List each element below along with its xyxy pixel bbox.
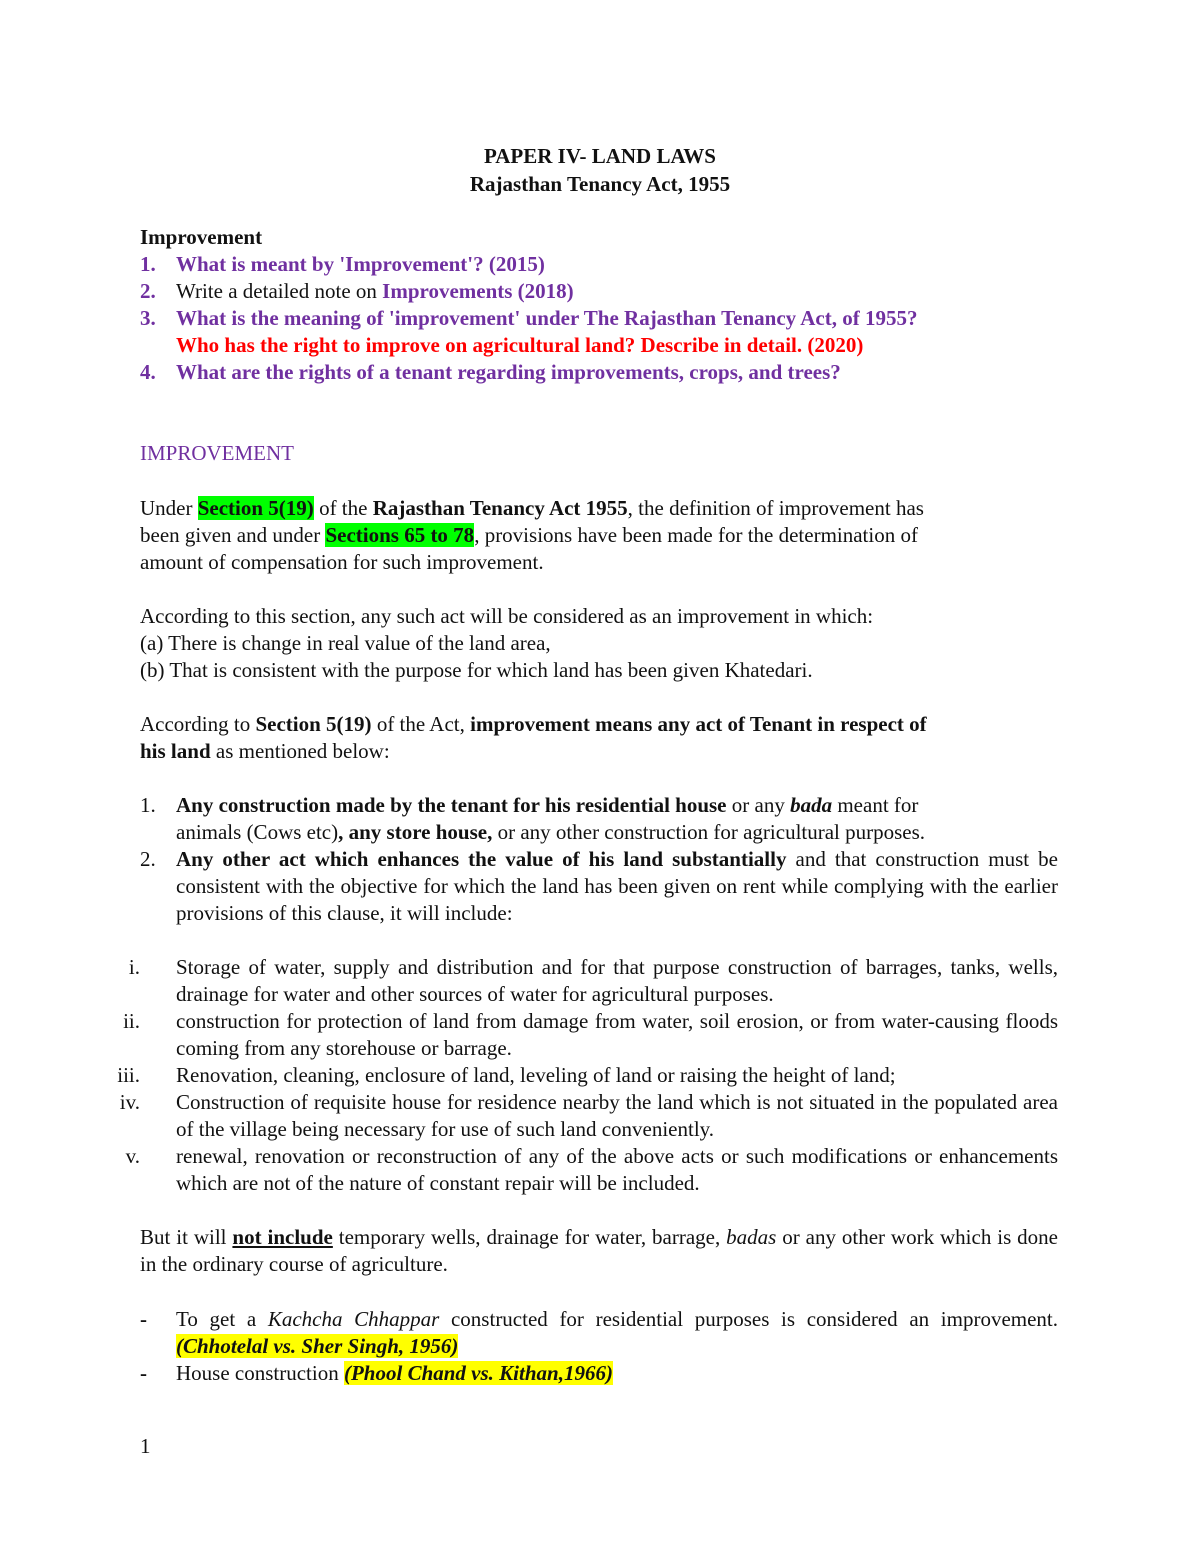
roman-item-iv-text: Construction of requisite house for residence nearby the land which is not situated in the populated area of the village being necessary for use of such land conveniently. [176,1090,1058,1141]
item-1-line1: Any construction made by the tenant for his residential house or any bada meant for [176,793,919,817]
roman-item-ii-text: construction for protection of land from damage from water, soil erosion, or from water-causing floods coming from any storehouse or barrage. [176,1009,1058,1060]
para4-text: But it will not include temporary wells, drainage for water, barrage, badas or any other work which is done in the ordinary course of agriculture. [140,1225,1058,1276]
act-title: Rajasthan Tenancy Act, 1955 [469,172,731,196]
case-citation-chhotelal: (Chhotelal vs. Sher Singh, 1956) [176,1334,459,1358]
question-4-text: What are the rights of a tenant regarding improvements, crops, and trees? [176,360,841,384]
roman-item-i-text: Storage of water, supply and distribution and for that purpose construction of barrages, tanks, wells, drainage for water and other sources of water for agricultural purposes. [176,955,1058,1006]
dash-item-2-marker: - [140,1361,147,1385]
case-citation-phool-chand: (Phool Chand vs. Kithan,1966) [343,1361,613,1385]
question-3-text: What is the meaning of 'improvement' under The Rajasthan Tenancy Act, of 1955? [176,306,918,330]
para1-line1: Under Section 5(19) of the Rajasthan Tenancy Act 1955, the definition of improvement has [140,496,924,520]
section-5-19-highlight: Section 5(19) [197,496,314,520]
roman-item-iii-number: iii. [117,1063,140,1087]
item-1-number: 1. [140,793,156,817]
roman-item-ii-number: ii. [123,1009,140,1033]
roman-item-i-number: i. [128,955,140,979]
question-4-number: 4. [140,360,156,384]
para1-line2: been given and under Sections 65 to 78, provisions have been made for the determination of [140,523,918,547]
para1-line3: amount of compensation for such improvement. [140,550,544,574]
question-1-number: 1. [140,252,156,276]
question-3-number: 3. [140,306,156,330]
dash-item-1-text: To get a Kachcha Chhappar constructed for residential purposes is considered an improvement. (Chhotelal vs. Sher Singh, 1956) [176,1307,1059,1358]
dash-item-2-text: House construction (Phool Chand vs. Kithan,1966) [176,1361,613,1385]
sections-65-78-highlight: Sections 65 to 78 [325,523,475,547]
roman-item-iii-text: Renovation, cleaning, enclosure of land, leveling of land or raising the height of land; [176,1063,896,1087]
roman-item-v-number: v. [125,1144,140,1168]
para3-line2: his land as mentioned below: [140,739,390,763]
roman-item-iv-number: iv. [119,1090,140,1114]
section-heading: IMPROVEMENT [140,441,295,465]
question-2-prefix: Write a detailed note on [176,279,383,303]
para2-line1: According to this section, any such act will be considered as an improvement in which: [140,604,874,628]
paper-title: PAPER IV- LAND LAWS [484,144,716,168]
para2-line2: (a) There is change in real value of the land area, [140,631,551,655]
item-2-number: 2. [140,847,156,871]
question-2-topic: Improvements (2018) [382,279,574,303]
roman-item-v-text: renewal, renovation or reconstruction of any of the above acts or such modifications or enhancements which are not of the nature of constant repair will be included. [176,1144,1058,1195]
question-2-text [176,278,574,305]
para3-line1: According to Section 5(19) of the Act, improvement means any act of Tenant in respect of [140,712,927,736]
question-3-subtext: Who has the right to improve on agricultural land? Describe in detail. (2020) [176,333,864,357]
dash-item-1-marker: - [140,1307,147,1331]
page-number: 1 [140,1434,151,1458]
para2-line3: (b) That is consistent with the purpose for which land has been given Khatedari. [140,658,813,682]
question-1-text: What is meant by 'Improvement'? (2015) [176,252,545,276]
questions-heading: Improvement [140,225,263,249]
item-1-line2: animals (Cows etc), any store house, or any other construction for agricultural purposes. [176,820,926,844]
question-2-number: 2. [140,279,156,303]
item-2-text: Any other act which enhances the value of his land substantially and that construction must be consistent with the objective for which the land has been given on rent while complying with the earlier provisions of this clause, it will include: [176,847,1058,925]
